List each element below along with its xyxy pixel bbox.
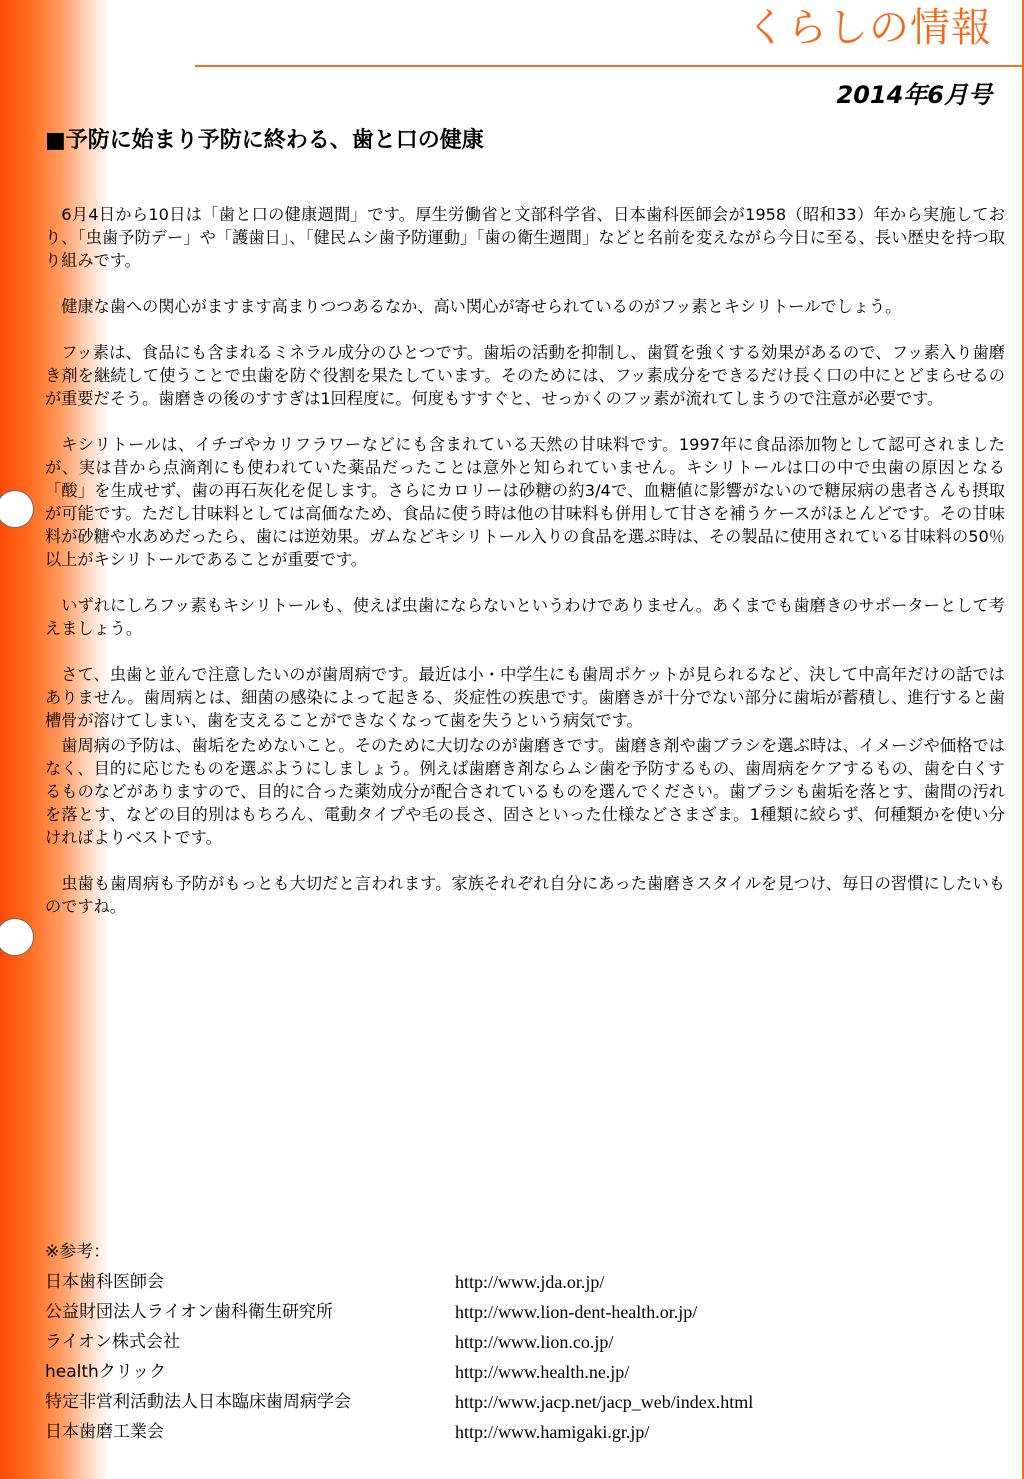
references-heading: ※参考： (45, 1242, 111, 1262)
reference-row (45, 1300, 985, 1330)
references (45, 1240, 985, 1450)
reference-row (45, 1330, 985, 1360)
paragraph-xylitol: キシリトールは、イチゴやカリフラワーなどにも含まれている天然の甘味料です。1997年に食品添加物として認可されましたが、実は昔から点滴剤にも使われていた薬品だったことは意外と知られていません。キシリトールは口の中で虫歯の原因となる「酸」を生成せず、歯の再石灰化を促します。さらにカロリーは砂糖の約3/4で、血糖値に影響がないので糖尿病の患者さんも摂取が可能です。ただし甘味料としては高価なため、食品に使う時は他の甘味料も併用して甘さを補うケースがほとんどです。その甘味料が砂糖や水あめだったら、歯には逆効果。ガムなどキシリトール入りの食品を選ぶ時は、その製品に使用されている甘味料の50％以上がキシリトールであることが重要です。 (45, 435, 1005, 569)
paragraph-fluoride-xylitol-intro: 健康な歯への関心がますます高まりつつあるなか、高い関心が寄せられているのがフッ素とキシリトールでしょう。 (61, 297, 902, 316)
header-rule (195, 65, 1024, 67)
reference-row (45, 1390, 985, 1420)
reference-name: ライオン株式会社 (45, 1332, 180, 1352)
reference-url[interactable]: http://www.jacp.net/jacp_web/index.html (455, 1392, 754, 1412)
reference-name: 日本歯磨工業会 (45, 1422, 164, 1442)
newsletter-title: くらしの情報 (746, 5, 992, 51)
reference-name: 日本歯科医師会 (45, 1272, 164, 1292)
paragraph-periodontal-prevention: 歯周病の予防は、歯垢をためないこと。そのために大切なのが歯磨きです。歯磨き剤や歯ブラシを選ぶ時は、イメージや価格ではなく、目的に応じたものを選ぶようにしましょう。例えば歯磨き剤ならムシ歯を予防するもの、歯周病をケアするもの、歯を白くするものなどがありますので、目的に合った薬効成分が配合されているものを選んでください。歯ブラシも歯垢を落とす、歯間の汚れを落とす、などの目的別はもちろん、電動タイプや毛の長さ、固さといった仕様などさまざま。1種類に絞らず、何種類かを使い分ければよりベストです。 (45, 736, 1005, 847)
article-title: ■予防に始まり予防に終わる、歯と口の健康 (45, 128, 484, 153)
paragraph-oral-health-week: 6月4日から10日は「歯と口の健康週間」です。厚生労働省と文部科学省、日本歯科医師会が1958（昭和33）年から実施しており、「虫歯予防デー」や「護歯日」、「健民ムシ歯予防運動」「歯の衛生週間」などと名前を変えながら今日に至る、長い歴史を持つ取り組みです。 (45, 205, 1005, 270)
paragraph-fluoride: フッ素は、食品にも含まれるミネラル成分のひとつです。歯垢の活動を抑制し、歯質を強くする効果があるので、フッ素入り歯磨き剤を継続して使うことで虫歯を防ぐ役割を果たしています。そのためには、フッ素成分をできるだけ長く口の中にとどまらせるのが重要だそう。歯磨きの後のすすぎは1回程度に。何度もすすぐと、せっかくのフッ素が流れてしまうので注意が必要です。 (45, 343, 1005, 408)
reference-row (45, 1420, 985, 1450)
reference-url[interactable]: http://www.health.ne.jp/ (455, 1362, 630, 1382)
reference-name: 特定非営利活動法人日本臨床歯周病学会 (45, 1392, 351, 1412)
paragraph-brushing-support: いずれにしろフッ素もキシリトールも、使えば虫歯にならないというわけでありません。あくまでも歯磨きのサポーターとして考えましょう。 (45, 596, 1005, 638)
reference-name: healthクリック (45, 1362, 167, 1382)
reference-url[interactable]: http://www.lion.co.jp/ (455, 1332, 614, 1352)
article-body (45, 203, 1005, 941)
paragraph-conclusion: 虫歯も歯周病も予防がもっとも大切だと言われます。家族それぞれ自分にあった歯磨きスタイルを見つけ、毎日の習慣にしたいものですね。 (45, 874, 1005, 916)
reference-row (45, 1270, 985, 1300)
reference-row (45, 1360, 985, 1390)
reference-url[interactable]: http://www.lion-dent-health.or.jp/ (455, 1302, 698, 1322)
issue-date: 2014年6月号 (836, 81, 992, 109)
paragraph-periodontal-disease: さて、虫歯と並んで注意したいのが歯周病です。最近は小・中学生にも歯周ポケットが見られるなど、決して中高年だけの話ではありません。歯周病とは、細菌の感染によって起きる、炎症性の疾患です。歯磨きが十分でない部分に歯垢が蓄積し、進行すると歯槽骨が溶けてしまい、歯を支えることができなくなって歯を失うという病気です。 (45, 665, 1005, 730)
reference-url[interactable]: http://www.jda.or.jp/ (455, 1272, 605, 1292)
reference-name: 公益財団法人ライオン歯科衛生研究所 (45, 1302, 333, 1322)
reference-url[interactable]: http://www.hamigaki.gr.jp/ (455, 1422, 650, 1442)
